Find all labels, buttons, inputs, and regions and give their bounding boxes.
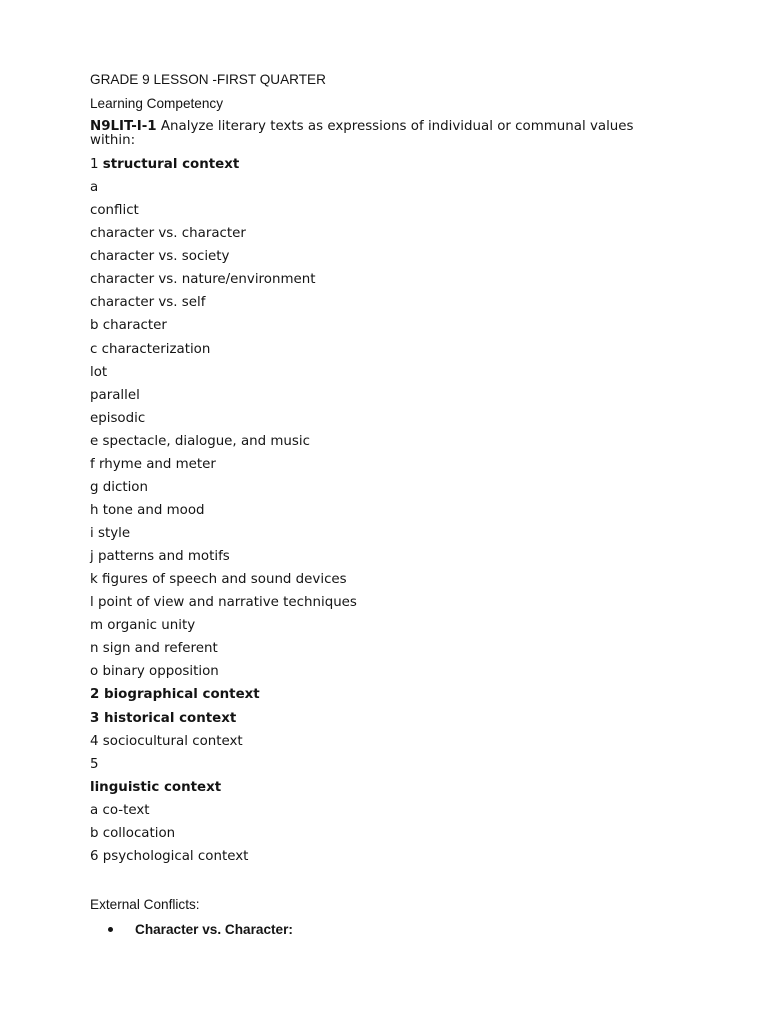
competency-text: Analyze literary texts as expressions of individual or communal values within: — [90, 119, 634, 148]
list-item: o binary opposition — [90, 664, 219, 679]
bullet-item — [108, 922, 293, 938]
list-item: f rhyme and meter — [90, 457, 216, 472]
list-item: e spectacle, dialogue, and music — [90, 434, 310, 449]
list-item: l point of view and narrative techniques — [90, 595, 357, 610]
list-item: episodic — [90, 411, 146, 426]
competency-statement — [90, 120, 680, 148]
list-item: character vs. character — [90, 226, 246, 241]
external-conflicts-heading: External Conflicts: — [90, 897, 200, 912]
list-item: a — [90, 180, 99, 195]
section-label: structural context — [102, 157, 240, 172]
list-item: m organic unity — [90, 618, 196, 633]
list-item: n sign and referent — [90, 641, 218, 656]
list-item: parallel — [90, 388, 140, 403]
list-item: character vs. nature/environment — [90, 272, 316, 287]
list-item: g diction — [90, 480, 148, 495]
list-item: 1 structural context — [90, 157, 240, 172]
list-item: 5 — [90, 757, 99, 772]
list-item: 4 sociocultural context — [90, 734, 243, 749]
list-item: lot — [90, 365, 108, 380]
list-item: character vs. society — [90, 249, 230, 264]
competency-code: N9LIT-I-1 — [90, 119, 157, 134]
competency-heading: Learning Competency — [90, 96, 223, 111]
doc-title: GRADE 9 LESSON -FIRST QUARTER — [90, 72, 326, 87]
list-item: h tone and mood — [90, 503, 205, 518]
list-item: i style — [90, 526, 131, 541]
list-item: a co-text — [90, 803, 150, 818]
section-heading: linguistic context — [90, 780, 222, 795]
list-item: b character — [90, 318, 167, 333]
list-item: character vs. self — [90, 295, 206, 310]
list-item: k figures of speech and sound devices — [90, 572, 347, 587]
bullet-text: Character vs. Character: — [135, 922, 293, 937]
list-item: j patterns and motifs — [90, 549, 230, 564]
section-heading: 2 biographical context — [90, 687, 260, 702]
list-item: conflict — [90, 203, 139, 218]
section-heading: 3 historical context — [90, 711, 237, 726]
list-item: b collocation — [90, 826, 176, 841]
list-item: 6 psychological context — [90, 849, 249, 864]
list-item: c characterization — [90, 342, 211, 357]
bullet-icon — [108, 927, 113, 932]
